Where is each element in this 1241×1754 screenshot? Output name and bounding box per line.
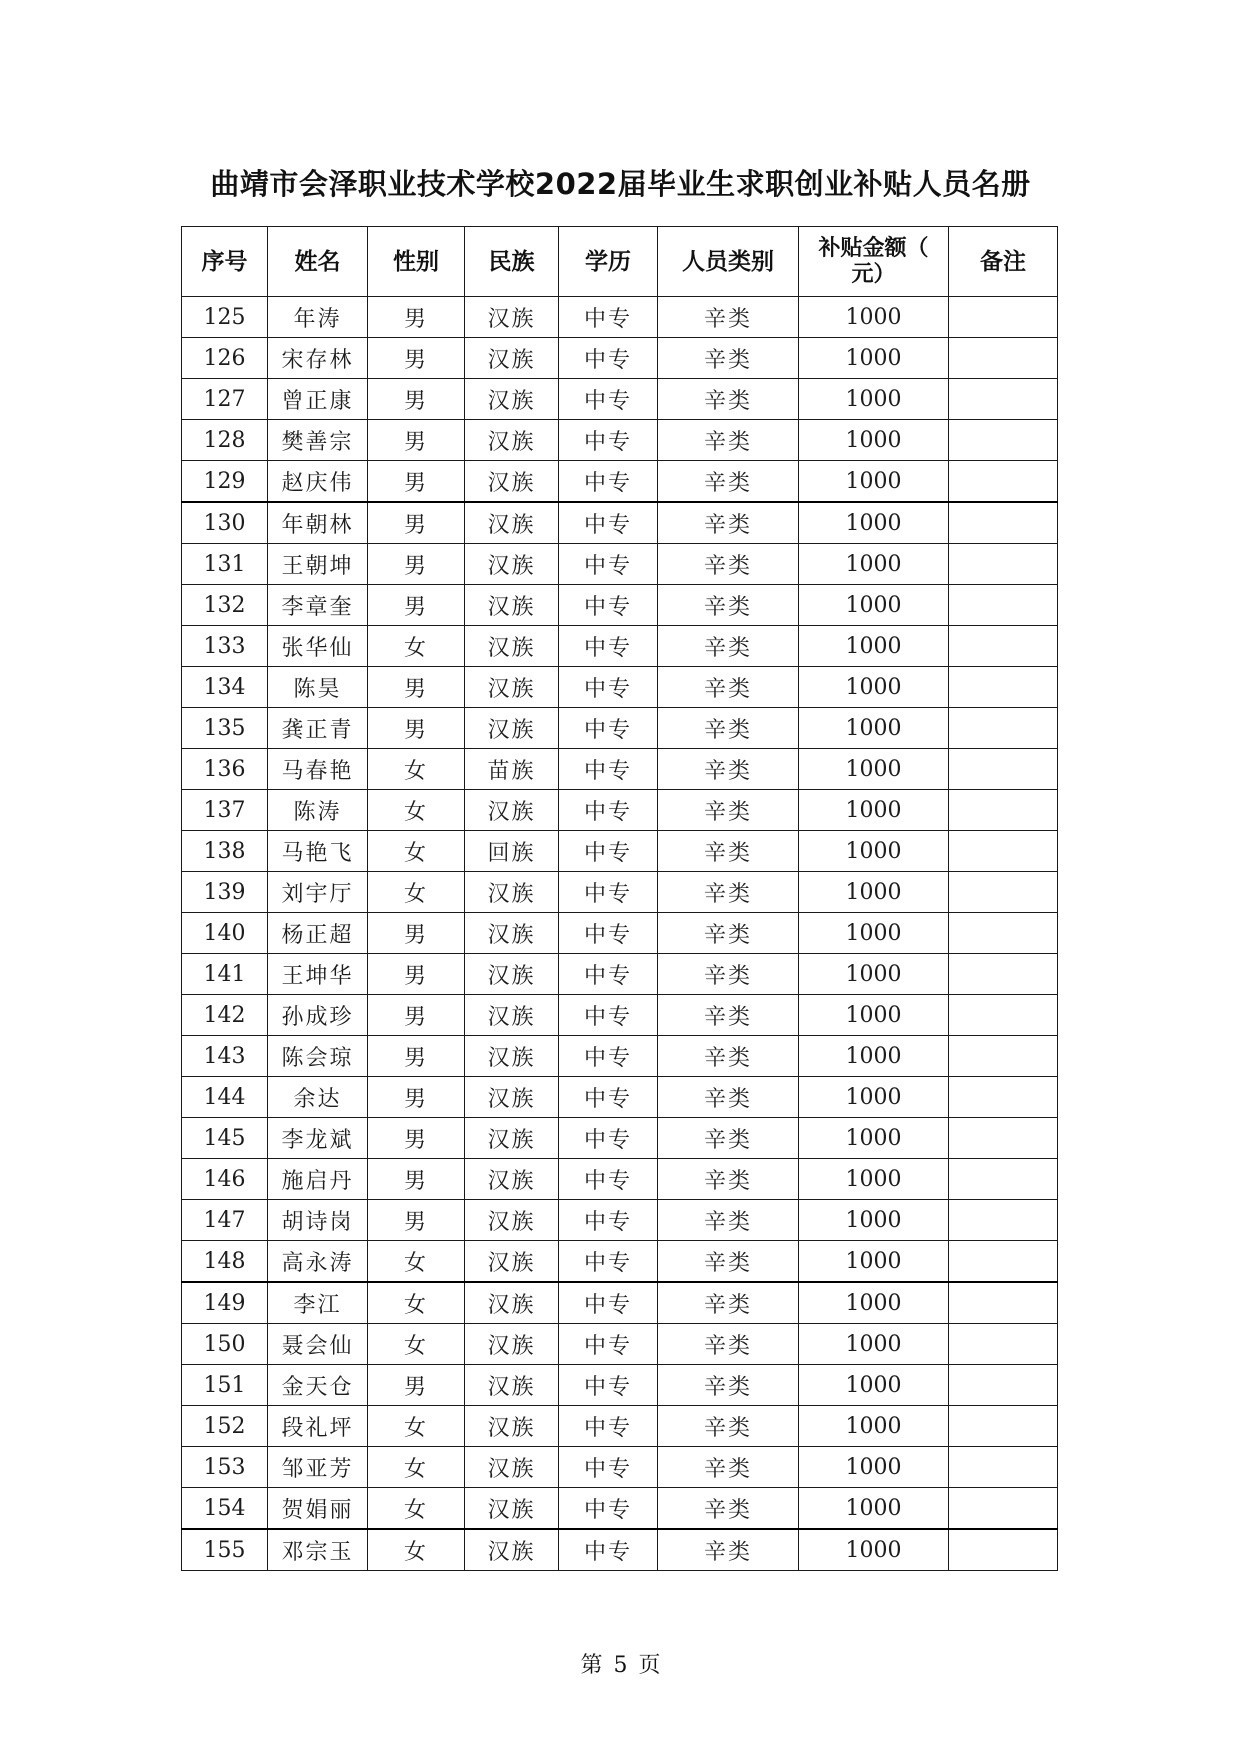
cell-sex: 男 [368, 420, 465, 461]
cell-ethnicity: 汉族 [465, 872, 559, 913]
cell-amount: 1000 [799, 667, 949, 708]
table-header-row [182, 227, 1058, 297]
cell-name: 年涛 [268, 297, 368, 338]
cell-education: 中专 [559, 461, 658, 503]
table-row [182, 338, 1058, 379]
cell-no: 135 [182, 708, 268, 749]
cell-no: 131 [182, 544, 268, 585]
cell-amount: 1000 [799, 790, 949, 831]
table-row [182, 420, 1058, 461]
cell-name: 马春艳 [268, 749, 368, 790]
cell-name: 曾正康 [268, 379, 368, 420]
cell-education: 中专 [559, 995, 658, 1036]
cell-education: 中专 [559, 297, 658, 338]
cell-ethnicity: 汉族 [465, 585, 559, 626]
cell-no: 127 [182, 379, 268, 420]
table-row [182, 831, 1058, 872]
cell-no: 133 [182, 626, 268, 667]
cell-name: 王坤华 [268, 954, 368, 995]
cell-name: 邓宗玉 [268, 1529, 368, 1571]
cell-no: 154 [182, 1488, 268, 1530]
cell-amount: 1000 [799, 544, 949, 585]
cell-amount: 1000 [799, 1488, 949, 1530]
cell-category: 辛类 [658, 1241, 799, 1283]
cell-category: 辛类 [658, 585, 799, 626]
cell-ethnicity: 汉族 [465, 954, 559, 995]
cell-amount: 1000 [799, 1200, 949, 1241]
cell-sex: 女 [368, 749, 465, 790]
cell-education: 中专 [559, 872, 658, 913]
cell-ethnicity: 汉族 [465, 461, 559, 503]
cell-remarks [949, 995, 1058, 1036]
cell-no: 139 [182, 872, 268, 913]
cell-name: 马艳飞 [268, 831, 368, 872]
table-row [182, 1365, 1058, 1406]
table-row [182, 1118, 1058, 1159]
cell-ethnicity: 汉族 [465, 1200, 559, 1241]
cell-no: 148 [182, 1241, 268, 1283]
cell-category: 辛类 [658, 1406, 799, 1447]
cell-amount: 1000 [799, 585, 949, 626]
cell-remarks [949, 1324, 1058, 1365]
cell-remarks [949, 872, 1058, 913]
cell-category: 辛类 [658, 502, 799, 544]
cell-name: 杨正超 [268, 913, 368, 954]
header-education: 学历 [559, 227, 658, 297]
cell-no: 144 [182, 1077, 268, 1118]
cell-no: 146 [182, 1159, 268, 1200]
cell-sex: 男 [368, 544, 465, 585]
cell-no: 140 [182, 913, 268, 954]
cell-sex: 女 [368, 1447, 465, 1488]
cell-sex: 男 [368, 708, 465, 749]
cell-sex: 女 [368, 872, 465, 913]
cell-category: 辛类 [658, 1118, 799, 1159]
table-row [182, 1324, 1058, 1365]
cell-education: 中专 [559, 420, 658, 461]
cell-remarks [949, 420, 1058, 461]
cell-category: 辛类 [658, 1488, 799, 1530]
table-row [182, 1077, 1058, 1118]
cell-sex: 女 [368, 1282, 465, 1324]
cell-education: 中专 [559, 1282, 658, 1324]
cell-remarks [949, 585, 1058, 626]
table-row [182, 708, 1058, 749]
cell-ethnicity: 汉族 [465, 1036, 559, 1077]
cell-category: 辛类 [658, 1447, 799, 1488]
cell-amount: 1000 [799, 872, 949, 913]
table-row [182, 585, 1058, 626]
table-row [182, 954, 1058, 995]
cell-education: 中专 [559, 1077, 658, 1118]
cell-remarks [949, 1529, 1058, 1571]
cell-ethnicity: 汉族 [465, 420, 559, 461]
table-row [182, 1406, 1058, 1447]
cell-name: 陈会琼 [268, 1036, 368, 1077]
cell-education: 中专 [559, 831, 658, 872]
cell-education: 中专 [559, 667, 658, 708]
cell-no: 137 [182, 790, 268, 831]
table-row [182, 626, 1058, 667]
cell-remarks [949, 749, 1058, 790]
cell-ethnicity: 汉族 [465, 626, 559, 667]
cell-education: 中专 [559, 708, 658, 749]
cell-amount: 1000 [799, 1036, 949, 1077]
cell-category: 辛类 [658, 749, 799, 790]
cell-name: 邹亚芳 [268, 1447, 368, 1488]
cell-sex: 男 [368, 1036, 465, 1077]
cell-remarks [949, 1077, 1058, 1118]
cell-ethnicity: 汉族 [465, 1488, 559, 1530]
table-row [182, 297, 1058, 338]
cell-name: 年朝林 [268, 502, 368, 544]
header-sex: 性别 [368, 227, 465, 297]
cell-remarks [949, 667, 1058, 708]
cell-amount: 1000 [799, 831, 949, 872]
cell-amount: 1000 [799, 1365, 949, 1406]
cell-ethnicity: 回族 [465, 831, 559, 872]
cell-no: 128 [182, 420, 268, 461]
cell-amount: 1000 [799, 708, 949, 749]
header-amount-line1: 补贴金额（ [818, 235, 929, 261]
cell-name: 李章奎 [268, 585, 368, 626]
cell-ethnicity: 汉族 [465, 1529, 559, 1571]
cell-sex: 男 [368, 461, 465, 503]
cell-sex: 女 [368, 1241, 465, 1283]
cell-ethnicity: 汉族 [465, 1241, 559, 1283]
header-remarks: 备注 [949, 227, 1058, 297]
cell-category: 辛类 [658, 1282, 799, 1324]
cell-name: 张华仙 [268, 626, 368, 667]
cell-education: 中专 [559, 954, 658, 995]
cell-name: 刘宇厅 [268, 872, 368, 913]
cell-category: 辛类 [658, 872, 799, 913]
cell-ethnicity: 苗族 [465, 749, 559, 790]
header-amount-line2: 元） [851, 261, 896, 287]
cell-sex: 女 [368, 626, 465, 667]
cell-name: 李江 [268, 1282, 368, 1324]
cell-ethnicity: 汉族 [465, 1324, 559, 1365]
cell-ethnicity: 汉族 [465, 1118, 559, 1159]
cell-name: 聂会仙 [268, 1324, 368, 1365]
cell-no: 134 [182, 667, 268, 708]
cell-name: 李龙斌 [268, 1118, 368, 1159]
cell-name: 王朝坤 [268, 544, 368, 585]
cell-amount: 1000 [799, 379, 949, 420]
cell-no: 143 [182, 1036, 268, 1077]
header-ethnicity: 民族 [465, 227, 559, 297]
cell-remarks [949, 626, 1058, 667]
cell-no: 125 [182, 297, 268, 338]
table-row [182, 667, 1058, 708]
header-amount [799, 227, 949, 297]
cell-amount: 1000 [799, 1529, 949, 1571]
cell-ethnicity: 汉族 [465, 1406, 559, 1447]
cell-no: 149 [182, 1282, 268, 1324]
table-row [182, 1447, 1058, 1488]
cell-remarks [949, 1159, 1058, 1200]
cell-no: 145 [182, 1118, 268, 1159]
cell-category: 辛类 [658, 1365, 799, 1406]
cell-amount: 1000 [799, 420, 949, 461]
cell-category: 辛类 [658, 1159, 799, 1200]
cell-category: 辛类 [658, 913, 799, 954]
cell-sex: 男 [368, 1365, 465, 1406]
cell-name: 金天仓 [268, 1365, 368, 1406]
cell-category: 辛类 [658, 1200, 799, 1241]
cell-sex: 男 [368, 502, 465, 544]
cell-amount: 1000 [799, 1324, 949, 1365]
cell-education: 中专 [559, 502, 658, 544]
cell-no: 152 [182, 1406, 268, 1447]
cell-no: 136 [182, 749, 268, 790]
table-body [182, 297, 1058, 1571]
cell-remarks [949, 831, 1058, 872]
cell-amount: 1000 [799, 1241, 949, 1283]
table-row [182, 1241, 1058, 1283]
table-row [182, 1282, 1058, 1324]
cell-amount: 1000 [799, 1077, 949, 1118]
cell-no: 142 [182, 995, 268, 1036]
cell-education: 中专 [559, 338, 658, 379]
cell-category: 辛类 [658, 954, 799, 995]
cell-sex: 男 [368, 1159, 465, 1200]
cell-education: 中专 [559, 1036, 658, 1077]
cell-education: 中专 [559, 1241, 658, 1283]
cell-ethnicity: 汉族 [465, 1077, 559, 1118]
cell-name: 陈涛 [268, 790, 368, 831]
cell-no: 129 [182, 461, 268, 503]
cell-remarks [949, 954, 1058, 995]
header-no: 序号 [182, 227, 268, 297]
cell-remarks [949, 1488, 1058, 1530]
cell-ethnicity: 汉族 [465, 1365, 559, 1406]
cell-sex: 男 [368, 585, 465, 626]
table-row [182, 502, 1058, 544]
cell-name: 贺娟丽 [268, 1488, 368, 1530]
cell-sex: 女 [368, 1529, 465, 1571]
cell-amount: 1000 [799, 749, 949, 790]
cell-education: 中专 [559, 626, 658, 667]
cell-education: 中专 [559, 913, 658, 954]
cell-no: 130 [182, 502, 268, 544]
cell-sex: 女 [368, 790, 465, 831]
cell-no: 132 [182, 585, 268, 626]
cell-name: 龚正青 [268, 708, 368, 749]
cell-category: 辛类 [658, 379, 799, 420]
cell-category: 辛类 [658, 1529, 799, 1571]
cell-sex: 男 [368, 1077, 465, 1118]
header-name: 姓名 [268, 227, 368, 297]
cell-no: 153 [182, 1447, 268, 1488]
table-row [182, 544, 1058, 585]
cell-amount: 1000 [799, 297, 949, 338]
cell-education: 中专 [559, 1529, 658, 1571]
cell-amount: 1000 [799, 1159, 949, 1200]
cell-sex: 男 [368, 667, 465, 708]
cell-remarks [949, 461, 1058, 503]
table-row [182, 1200, 1058, 1241]
cell-name: 樊善宗 [268, 420, 368, 461]
cell-ethnicity: 汉族 [465, 667, 559, 708]
cell-category: 辛类 [658, 1324, 799, 1365]
cell-ethnicity: 汉族 [465, 708, 559, 749]
cell-education: 中专 [559, 585, 658, 626]
table-row [182, 1488, 1058, 1530]
cell-education: 中专 [559, 1200, 658, 1241]
cell-ethnicity: 汉族 [465, 913, 559, 954]
cell-no: 147 [182, 1200, 268, 1241]
cell-amount: 1000 [799, 1406, 949, 1447]
table-row [182, 1159, 1058, 1200]
cell-remarks [949, 1036, 1058, 1077]
cell-category: 辛类 [658, 831, 799, 872]
cell-amount: 1000 [799, 954, 949, 995]
cell-category: 辛类 [658, 420, 799, 461]
cell-remarks [949, 338, 1058, 379]
cell-sex: 男 [368, 379, 465, 420]
cell-category: 辛类 [658, 297, 799, 338]
cell-sex: 男 [368, 913, 465, 954]
cell-category: 辛类 [658, 626, 799, 667]
cell-ethnicity: 汉族 [465, 1282, 559, 1324]
cell-amount: 1000 [799, 995, 949, 1036]
cell-no: 126 [182, 338, 268, 379]
cell-remarks [949, 297, 1058, 338]
cell-amount: 1000 [799, 1447, 949, 1488]
table-row [182, 1036, 1058, 1077]
cell-ethnicity: 汉族 [465, 297, 559, 338]
cell-remarks [949, 708, 1058, 749]
cell-remarks [949, 1406, 1058, 1447]
cell-ethnicity: 汉族 [465, 338, 559, 379]
roster-table [181, 226, 1058, 1571]
cell-category: 辛类 [658, 667, 799, 708]
cell-ethnicity: 汉族 [465, 790, 559, 831]
cell-category: 辛类 [658, 338, 799, 379]
cell-education: 中专 [559, 1488, 658, 1530]
cell-category: 辛类 [658, 708, 799, 749]
cell-education: 中专 [559, 790, 658, 831]
cell-sex: 女 [368, 1406, 465, 1447]
cell-education: 中专 [559, 544, 658, 585]
cell-sex: 男 [368, 1118, 465, 1159]
cell-remarks [949, 1447, 1058, 1488]
cell-education: 中专 [559, 1365, 658, 1406]
cell-education: 中专 [559, 749, 658, 790]
cell-ethnicity: 汉族 [465, 379, 559, 420]
table-row [182, 749, 1058, 790]
cell-amount: 1000 [799, 1118, 949, 1159]
cell-no: 150 [182, 1324, 268, 1365]
cell-category: 辛类 [658, 461, 799, 503]
cell-amount: 1000 [799, 338, 949, 379]
header-category: 人员类别 [658, 227, 799, 297]
cell-name: 段礼坪 [268, 1406, 368, 1447]
table-row [182, 913, 1058, 954]
cell-sex: 女 [368, 831, 465, 872]
cell-ethnicity: 汉族 [465, 544, 559, 585]
cell-sex: 男 [368, 297, 465, 338]
cell-remarks [949, 1241, 1058, 1283]
cell-no: 155 [182, 1529, 268, 1571]
table-row [182, 461, 1058, 503]
cell-amount: 1000 [799, 502, 949, 544]
cell-category: 辛类 [658, 995, 799, 1036]
cell-remarks [949, 502, 1058, 544]
cell-name: 孙成珍 [268, 995, 368, 1036]
cell-name: 胡诗岗 [268, 1200, 368, 1241]
cell-education: 中专 [559, 1324, 658, 1365]
document-title: 曲靖市会泽职业技术学校2022届毕业生求职创业补贴人员名册 [210, 167, 1031, 201]
cell-remarks [949, 1118, 1058, 1159]
cell-amount: 1000 [799, 913, 949, 954]
cell-amount: 1000 [799, 1282, 949, 1324]
cell-remarks [949, 1282, 1058, 1324]
cell-sex: 男 [368, 954, 465, 995]
cell-amount: 1000 [799, 626, 949, 667]
page-number: 第 5 页 [580, 1653, 661, 1678]
cell-no: 151 [182, 1365, 268, 1406]
cell-sex: 女 [368, 1324, 465, 1365]
cell-education: 中专 [559, 379, 658, 420]
cell-name: 陈昊 [268, 667, 368, 708]
cell-amount: 1000 [799, 461, 949, 503]
cell-ethnicity: 汉族 [465, 995, 559, 1036]
cell-name: 高永涛 [268, 1241, 368, 1283]
table-row [182, 790, 1058, 831]
cell-remarks [949, 1365, 1058, 1406]
cell-ethnicity: 汉族 [465, 502, 559, 544]
cell-education: 中专 [559, 1159, 658, 1200]
cell-sex: 男 [368, 995, 465, 1036]
cell-ethnicity: 汉族 [465, 1447, 559, 1488]
cell-category: 辛类 [658, 790, 799, 831]
cell-remarks [949, 913, 1058, 954]
cell-name: 余达 [268, 1077, 368, 1118]
cell-remarks [949, 790, 1058, 831]
cell-name: 施启丹 [268, 1159, 368, 1200]
cell-no: 141 [182, 954, 268, 995]
cell-category: 辛类 [658, 1077, 799, 1118]
cell-education: 中专 [559, 1118, 658, 1159]
cell-sex: 男 [368, 1200, 465, 1241]
table-row [182, 379, 1058, 420]
cell-category: 辛类 [658, 1036, 799, 1077]
cell-category: 辛类 [658, 544, 799, 585]
cell-name: 赵庆伟 [268, 461, 368, 503]
cell-name: 宋存林 [268, 338, 368, 379]
cell-remarks [949, 379, 1058, 420]
table-row [182, 995, 1058, 1036]
cell-remarks [949, 1200, 1058, 1241]
cell-ethnicity: 汉族 [465, 1159, 559, 1200]
cell-remarks [949, 544, 1058, 585]
table-row [182, 872, 1058, 913]
table-row [182, 1529, 1058, 1571]
cell-sex: 男 [368, 338, 465, 379]
cell-no: 138 [182, 831, 268, 872]
cell-education: 中专 [559, 1406, 658, 1447]
cell-sex: 女 [368, 1488, 465, 1530]
cell-education: 中专 [559, 1447, 658, 1488]
